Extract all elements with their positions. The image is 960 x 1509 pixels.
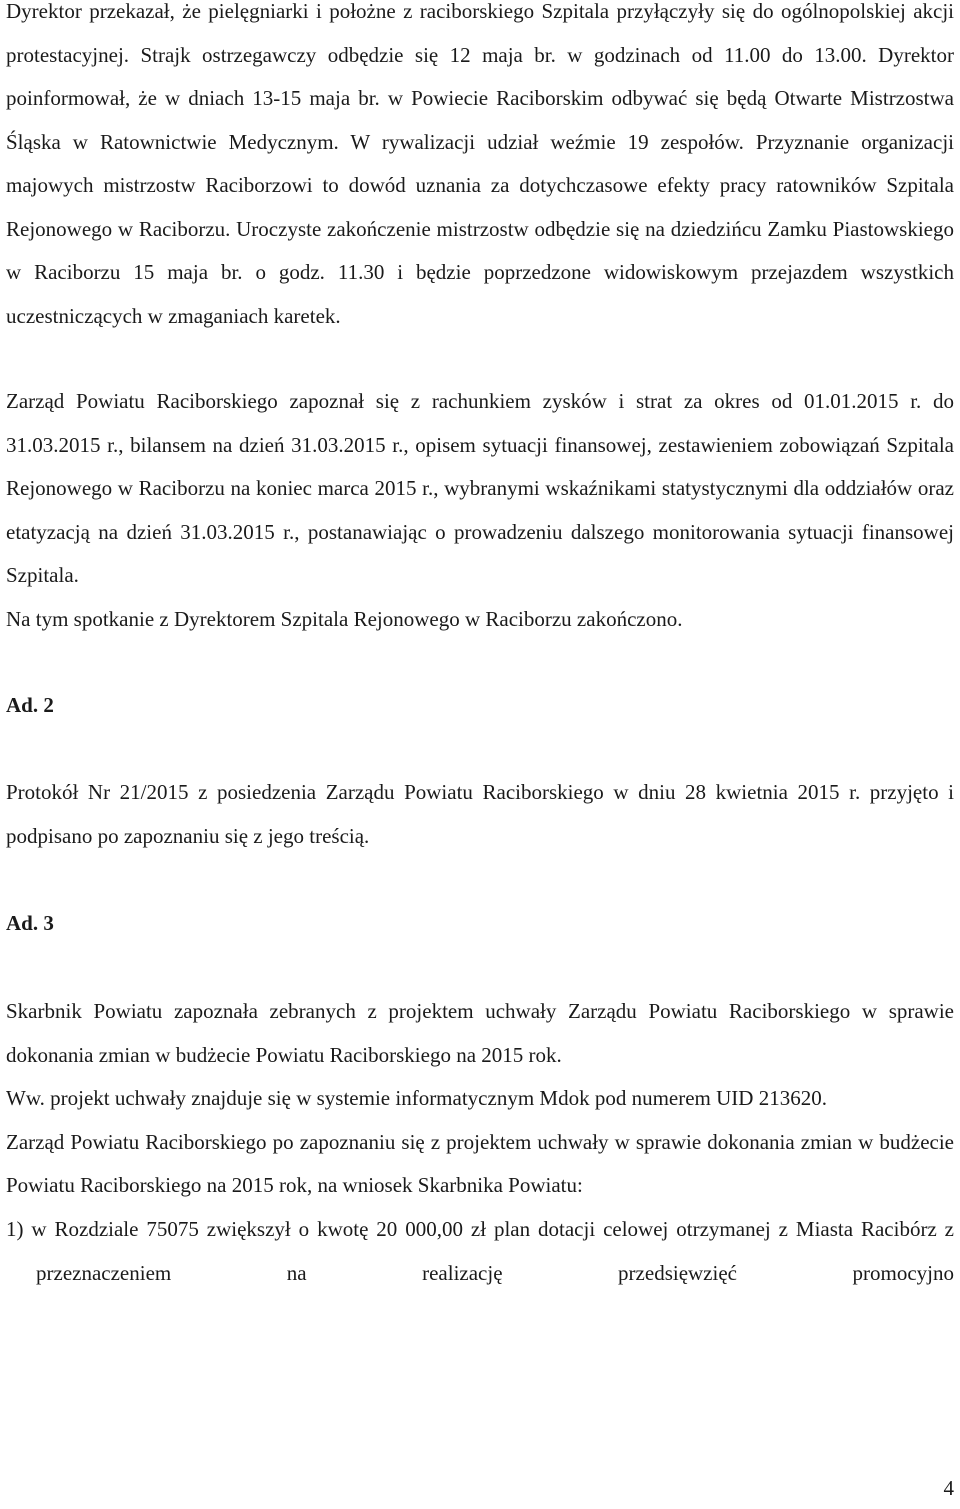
paragraph-meeting-end: Na tym spotkanie z Dyrektorem Szpitala Rejonowego w Raciborzu zakończono. bbox=[6, 606, 683, 631]
page-number: 4 bbox=[943, 1476, 954, 1500]
heading-ad-2: Ad. 2 bbox=[6, 692, 54, 717]
paragraph-protocol-adoption: Protokół Nr 21/2015 z posiedzenia Zarządu Powiatu Raciborskiego w dniu 28 kwietnia 2015 r. przyjęto i podpisano po zapoznaniu się z jego treścią. bbox=[6, 780, 954, 848]
list-item: 1) w Rozdziale 75075 zwiększył o kwotę 20 000,00 zł plan dotacji celowej otrzymanej z Miasta Racibórz z przeznaczeniem na realizację przedsięwzięć promocyjno bbox=[6, 1216, 954, 1285]
heading-ad-3: Ad. 3 bbox=[6, 911, 54, 936]
paragraph-board-financial-review: Zarząd Powiatu Raciborskiego zapoznał się z rachunkiem zysków i strat za okres od 01.01.2015 r. do 31.03.2015 r., bilansem na dzień 31.03.2015 r., opisem sytuacji finansowej, zestawieniem zobowiązań Szpitala Rejonowego w Raciborzu na koniec marca 2015 r., wybranymi wskaźnikami statystycznymi dla oddziałów oraz etatyzacją na dzień 31.03.2015 r., postanawiając o prowadzeniu dalszego monitorowania sytuacji finansowej Szpitala. bbox=[6, 389, 954, 588]
paragraph-mdok-reference: Ww. projekt uchwały znajduje się w systemie informatycznym Mdok pod numerem UID 213620. bbox=[6, 1086, 827, 1111]
document-page bbox=[6, 0, 954, 1295]
paragraph-treasurer-presentation: Skarbnik Powiatu zapoznała zebranych z projektem uchwały Zarządu Powiatu Raciborskiego w sprawie dokonania zmian w budżecie Powiatu Raciborskiego na 2015 rok. bbox=[6, 998, 954, 1067]
paragraph-board-decision: Zarząd Powiatu Raciborskiego po zapoznaniu się z projektem uchwały w sprawie dokonania zmian w budżecie Powiatu Raciborskiego na 2015 rok, na wniosek Skarbnika Powiatu: bbox=[6, 1129, 954, 1198]
paragraph-strike-and-championships: Dyrektor przekazał, że pielęgniarki i położne z raciborskiego Szpitala przyłączyły się do ogólnopolskiej akcji protestacyjnej. Strajk ostrzegawczy odbędzie się 12 maja br. w godzinach od 11.00 do 13.00. Dyrektor poinformował, że w dniach 13-15 maja br. w Powiecie Raciborskim odbywać się będą Otwarte Mistrzostwa Śląska w Ratownictwie Medycznym. W rywalizacji udział weźmie 19 zespołów. Przyznanie organizacji majowych mistrzostw Raciborzowi to dowód uznania za dotychczasowe efekty pracy ratowników Szpitala Rejonowego w Raciborzu. Uroczyste zakończenie mistrzostw odbędzie się na dziedzińcu Zamku Piastowskiego w Raciborzu 15 maja br. o godz. 11.30 i będzie poprzedzone widowiskowym przejazdem wszystkich uczestniczących w zmaganiach karetek. bbox=[6, 0, 954, 328]
